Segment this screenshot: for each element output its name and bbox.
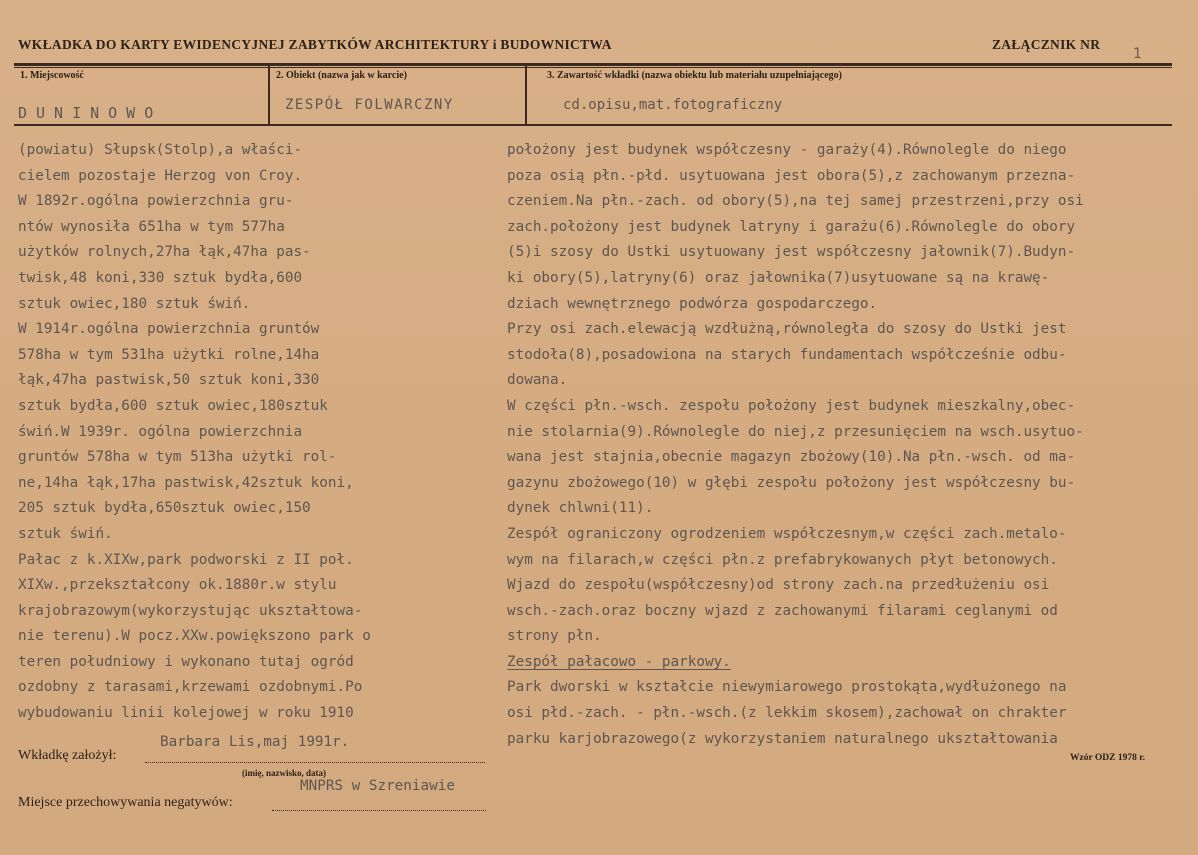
form-mark: Wzór ODZ 1978 r. — [1070, 753, 1145, 763]
storage-line — [272, 810, 486, 811]
left-line: ne,14ha łąk,17ha pastwisk,42sztuk koni, — [18, 474, 354, 491]
right-line: nie stolarnia(9).Równolegle do niej,z przesunięciem na wsch.usytuo- — [507, 423, 1084, 440]
left-line: XIXw.,przekształcony ok.1880r.w stylu — [18, 577, 337, 594]
left-line: ntów wynosiła 651ha w tym 577ha — [18, 218, 285, 235]
author-hint: (imię, nazwisko, data) — [242, 768, 326, 778]
author-label: Wkładkę założył: — [18, 748, 117, 763]
right-line: dowana. — [507, 372, 568, 389]
right-line: wana jest stajnia,obecnie magazyn zbożowy(10).Na płn.-wsch. od ma- — [507, 449, 1076, 466]
right-line: wym na filarach,w części płn.z prefabrykowanych płyt betonowych. — [507, 551, 1058, 568]
left-line: W 1914r.ogólna powierzchnia gruntów — [18, 321, 320, 338]
header-rule-thin — [14, 67, 1172, 68]
left-line: gruntów 578ha w tym 513ha użytki rol- — [18, 449, 337, 466]
left-line: cielem pozostaje Herzog von Croy. — [18, 167, 303, 184]
content-value: cd.opisu,mat.fotograficzny — [563, 97, 783, 113]
attachment-label: ZAŁĄCZNIK NR — [992, 37, 1101, 52]
fields-bottom-rule — [14, 124, 1172, 126]
right-line: czeniem.Na płn.-zach. od obory(5),na tej samej przestrzeni,przy osi — [507, 193, 1084, 210]
right-line: W części płn.-wsch. zespołu położony jest budynek mieszkalny,obec- — [507, 397, 1076, 414]
left-line: twisk,48 koni,330 sztuk bydła,600 — [18, 269, 303, 286]
author-value: Barbara Lis,maj 1991r. — [160, 734, 350, 750]
object-value: ZESPÓŁ FOLWARCZNY — [285, 97, 454, 113]
left-line: łąk,47ha pastwisk,50 sztuk koni,330 — [18, 372, 320, 389]
storage-label: Miejsce przechowywania negatywów: — [18, 795, 233, 810]
storage-value: MNPRS w Szreniawie — [300, 778, 455, 794]
left-line: świń.W 1939r. ogólna powierzchnia — [18, 423, 303, 440]
right-line: Przy osi zach.elewacją wzdłużną,równoległa do szosy do Ustki jest — [507, 321, 1067, 338]
left-line: teren południowy i wykonano tutaj ogród — [18, 653, 354, 670]
left-line: sztuk świń. — [18, 525, 113, 542]
left-line: sztuk bydła,600 sztuk owiec,180sztuk — [18, 397, 328, 414]
right-line: wsch.-zach.oraz boczny wjazd z zachowanymi filarami ceglanymi od — [507, 602, 1058, 619]
left-line: ozdobny z tarasami,krzewami ozdobnymi.Po — [18, 679, 363, 696]
left-line: Pałac z k.XIXw,park podworski z II poł. — [18, 551, 354, 568]
right-line: Park dworski w kształcie niewymiarowego prostokąta,wydłużonego na — [507, 679, 1067, 696]
left-line: użytków rolnych,27ha łąk,47ha pas- — [18, 244, 311, 261]
right-line: dziach wewnętrznego podwórza gospodarczego. — [507, 295, 878, 312]
attachment-number: 1 — [1133, 46, 1142, 62]
left-line: wybudowaniu linii kolejowej w roku 1910 — [18, 705, 354, 722]
right-line: położony jest budynek współczesny - garaży(4).Równolegle do niego — [507, 142, 1067, 158]
header-rule-thick — [14, 63, 1172, 66]
right-line: Zespół ograniczony ogrodzeniem współczesnym,w części zach.metalo- — [507, 525, 1067, 542]
right-text-column — [507, 138, 1187, 752]
left-line: (powiatu) Słupsk(Stolp),a właści- — [18, 142, 303, 158]
right-line: parku karjobrazowego(z wykorzystaniem naturalnego ukształtowania — [507, 730, 1058, 747]
right-line: strony płn. — [507, 628, 602, 645]
author-line — [145, 762, 485, 763]
right-line: osi płd.-zach. - płn.-wsch.(z lekkim skosem),zachował on chrakter — [507, 705, 1067, 722]
object-label: 2. Obiekt (nazwa jak w karcie) — [276, 70, 407, 81]
left-line: sztuk owiec,180 sztuk świń. — [18, 295, 251, 312]
left-line: 205 sztuk bydła,650sztuk owiec,150 — [18, 500, 311, 517]
left-line: krajobrazowym(wykorzystując ukształtowa- — [18, 602, 363, 619]
field-divider-1 — [268, 66, 270, 124]
right-line: Wjazd do zespołu(współczesny)od strony zach.na przedłużeniu osi — [507, 577, 1050, 594]
right-line: dynek chlwni(11). — [507, 500, 654, 517]
left-line: W 1892r.ogólna powierzchnia gru- — [18, 193, 294, 210]
right-line: ki obory(5),latryny(6) oraz jałownika(7)usytuowane są na krawę- — [507, 269, 1050, 286]
locality-value: DUNINOWO — [18, 104, 163, 122]
field-divider-2 — [525, 66, 527, 124]
locality-label: 1. Miejscowość — [20, 70, 84, 81]
right-line: (5)i szosy do Ustki usytuowany jest współczesny jałownik(7).Budyn- — [507, 244, 1076, 261]
left-line: 578ha w tym 531ha użytki rolne,14ha — [18, 346, 320, 363]
card-title: WKŁADKA DO KARTY EWIDENCYJNEJ ZABYTKÓW ARCHITEKTURY i BUDOWNICTWA — [18, 37, 612, 52]
left-text-column — [18, 138, 488, 727]
right-line: poza osią płn.-płd. usytuowana jest obora(5),z zachowanym przezna- — [507, 167, 1076, 184]
right-line: stodoła(8),posadowiona na starych fundamentach współcześnie odbu- — [507, 346, 1067, 363]
section-heading-palace-park: Zespół pałacowo - parkowy. — [507, 653, 731, 670]
right-line: gazynu zbożowego(10) w głębi zespołu położony jest współczesny bu- — [507, 474, 1076, 491]
left-line: nie terenu).W pocz.XXw.powiększono park o — [18, 628, 371, 645]
right-line: zach.położony jest budynek latryny i garażu(6).Równolegle do obory — [507, 218, 1076, 235]
content-label: 3. Zawartość wkładki (nazwa obiektu lub materiału uzupełniającego) — [547, 70, 843, 81]
